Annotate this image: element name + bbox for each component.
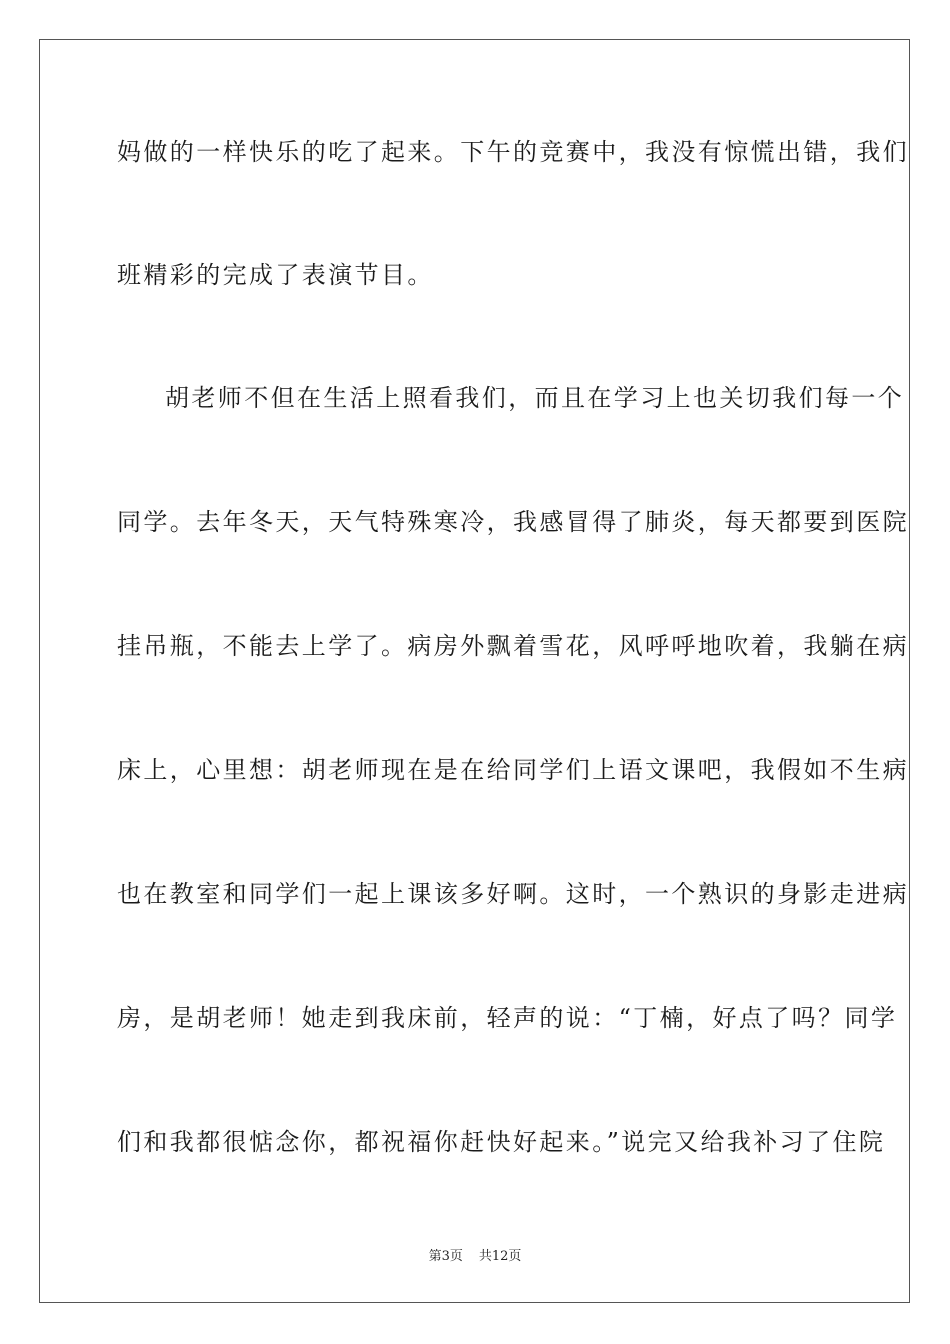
- text-line: 也在教室和同学们一起上课该多好啊。这时，一个熟识的身影走进病: [117, 880, 909, 908]
- text-line: 班精彩的完成了表演节目。: [117, 261, 434, 289]
- page-number: 第3页: [428, 1249, 463, 1264]
- page-footer: [0, 1248, 950, 1266]
- text-line: 同学。去年冬天，天气特殊寒冷，我感冒得了肺炎，每天都要到医院: [117, 508, 909, 536]
- paragraph-first-line: 胡老师不但在生活上照看我们，而且在学习上也关切我们每一个: [165, 384, 905, 412]
- page-total: 共12页: [478, 1249, 522, 1264]
- text-line: 妈做的一样快乐的吃了起来。下午的竞赛中，我没有惊慌出错，我们: [117, 138, 909, 166]
- text-line: 们和我都很惦念你，都祝福你赶快好起来。”说完又给我补习了住院: [117, 1128, 886, 1156]
- text-line: 挂吊瓶，不能去上学了。病房外飘着雪花，风呼呼地吹着，我躺在病: [117, 632, 909, 660]
- text-line: 床上，心里想：胡老师现在是在给同学们上语文课吧，我假如不生病: [117, 756, 909, 784]
- page-border: [39, 39, 910, 1303]
- text-line: 房，是胡老师！她走到我床前，轻声的说：“丁楠，好点了吗？同学: [117, 1004, 898, 1032]
